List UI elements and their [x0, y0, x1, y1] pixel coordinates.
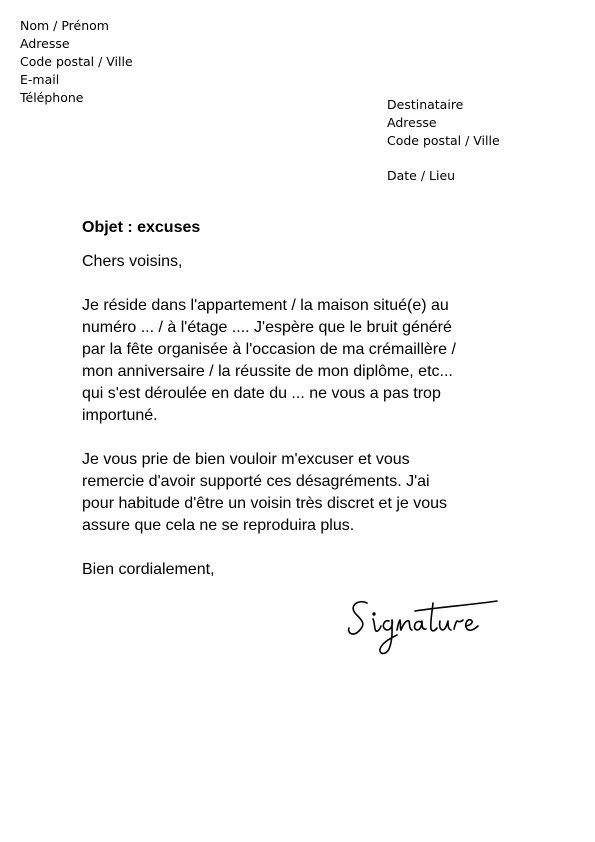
paragraph-2-line: remercie d'avoir supporté ces désagréments. J'ai: [82, 473, 430, 490]
paragraph-1: [82, 295, 522, 427]
recipient-name: Destinataire: [387, 97, 464, 112]
sender-address: Adresse: [20, 36, 70, 51]
paragraph-1-line: mon anniversaire / la réussite de mon diplôme, etc...: [82, 363, 453, 380]
paragraph-1-line: importuné.: [82, 407, 158, 424]
letter-body: [82, 217, 522, 603]
subject-line: Objet : excuses: [82, 219, 201, 236]
paragraph-2-line: Je vous prie de bien vouloir m'excuser et vous: [82, 451, 410, 468]
paragraph-1-line: numéro ... / à l'étage .... J'espère que le bruit généré: [82, 319, 452, 336]
date-place: Date / Lieu: [387, 168, 456, 183]
paragraph-2-line: pour habitude d'être un voisin très discret et je vous: [82, 495, 448, 512]
paragraph-2: [82, 449, 522, 537]
paragraph-2-line: assure que cela ne se reproduira plus.: [82, 517, 355, 534]
paragraph-1-line: Je réside dans l'appartement / la maison situé(e) au: [82, 297, 449, 314]
recipient-postal-city: Code postal / Ville: [387, 133, 500, 148]
signature-image: [345, 595, 505, 663]
sender-name: Nom / Prénom: [20, 18, 109, 33]
paragraph-1-line: par la fête organisée à l'occasion de ma crémaillère /: [82, 341, 456, 358]
recipient-block: [387, 96, 500, 150]
recipient-address: Adresse: [387, 115, 437, 130]
sender-block: [20, 17, 133, 107]
paragraph-1-line: qui s'est déroulée en date du ... ne vous a pas trop: [82, 385, 441, 402]
closing: Bien cordialement,: [82, 561, 215, 578]
sender-postal-city: Code postal / Ville: [20, 54, 133, 69]
greeting: Chers voisins,: [82, 253, 183, 270]
sender-email: E-mail: [20, 72, 60, 87]
sender-phone: Téléphone: [20, 90, 84, 105]
